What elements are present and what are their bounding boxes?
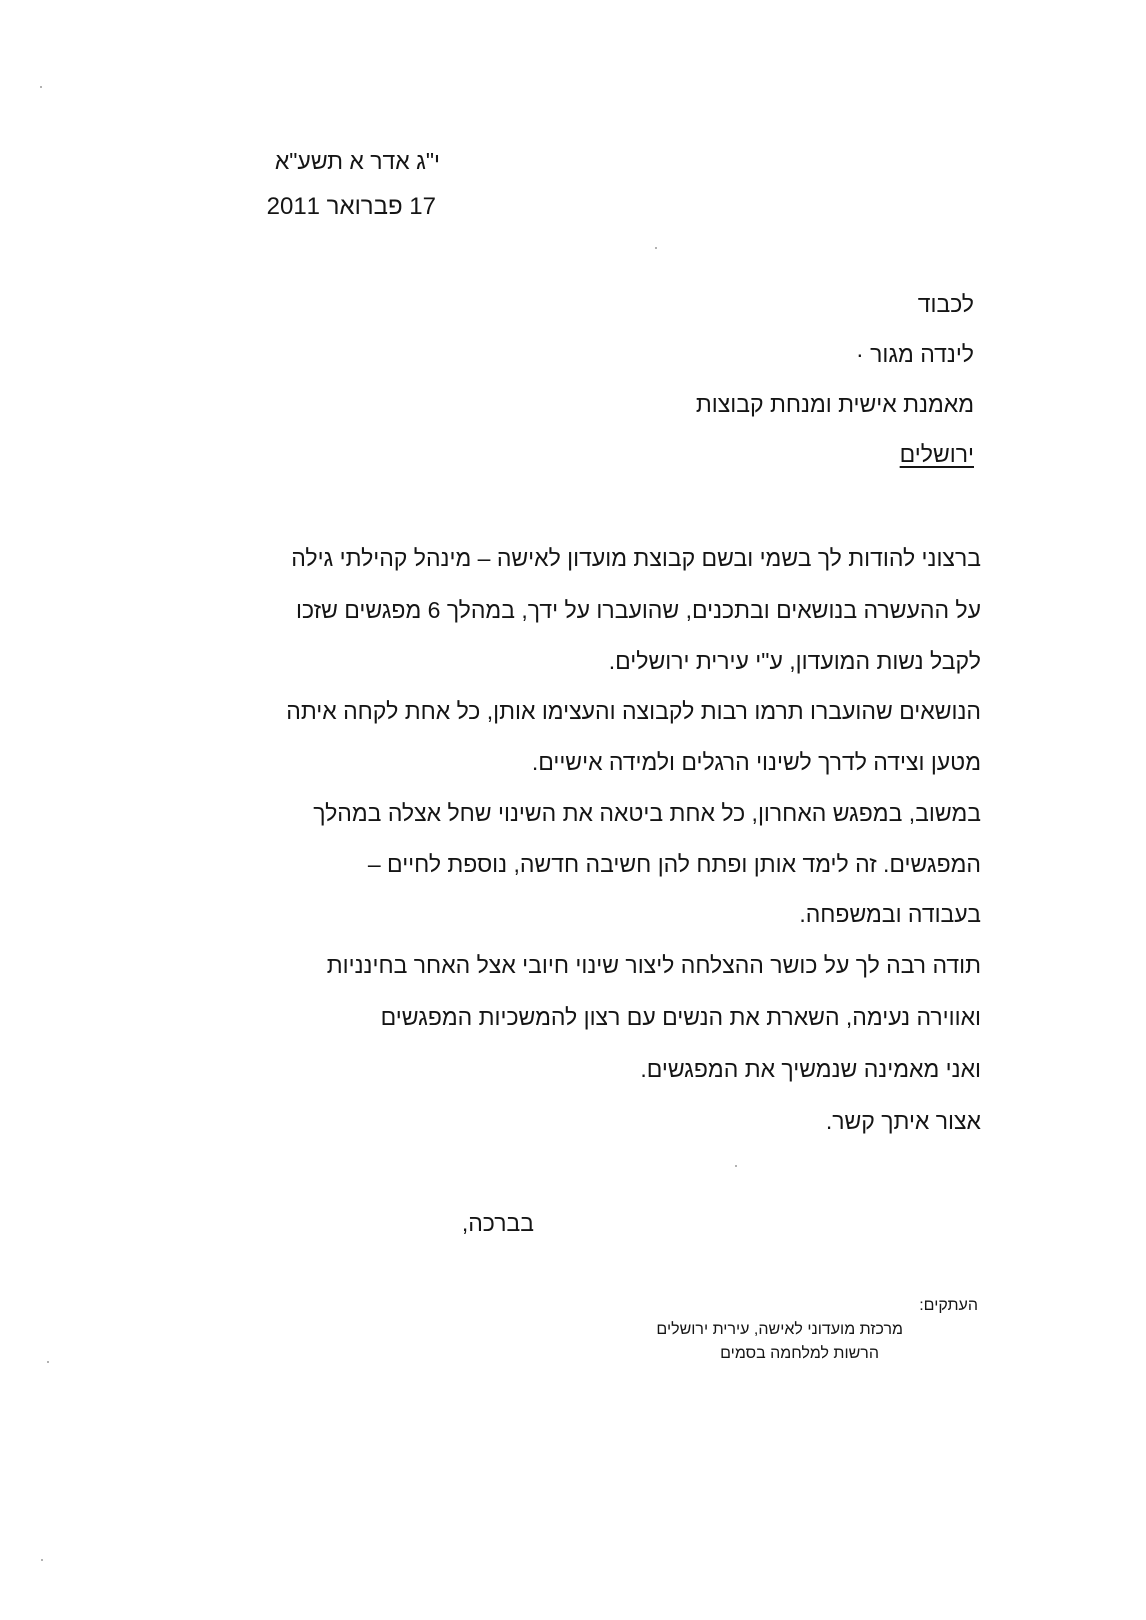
copies-item: הרשות למלחמה בסמים — [720, 1345, 879, 1362]
gregorian-date: 17 פברואר 2011 — [266, 193, 436, 220]
body-line: ואני מאמינה שנמשיך את המפגשים. — [640, 1056, 981, 1082]
body-line: במשוב, במפגש האחרון, כל אחת ביטאה את השינוי שחל אצלה במהלך — [313, 800, 981, 826]
body-line: על ההעשרה בנושאים ובתכנים, שהועברו על ידך, במהלך 6 מפגשים שזכו — [296, 597, 981, 623]
body-line: ואווירה נעימה, השארת את הנשים עם רצון להמשכיות המפגשים — [380, 1004, 981, 1030]
recipient-city: ירושלים — [899, 441, 974, 467]
body-line: בעבודה ובמשפחה. — [799, 901, 981, 927]
body-line: הנושאים שהועברו תרמו רבות לקבוצה והעצימו אותן, כל אחת לקחה איתה — [286, 698, 981, 724]
closing-greeting: בברכה, — [461, 1210, 534, 1236]
recipient-title: מאמנת אישית ומנחת קבוצות — [695, 391, 974, 417]
body-line: לקבל נשות המועדון, ע"י עירית ירושלים. — [608, 648, 981, 674]
copies-title: העתקים: — [919, 1297, 978, 1314]
hebrew-date: י"ג אדר א תשע"א — [274, 148, 440, 174]
recipient-name: לינדה מגור · — [856, 341, 974, 367]
recipient-salutation: לכבוד — [917, 291, 974, 317]
scan-speck — [40, 86, 42, 88]
scan-speck — [47, 1361, 49, 1363]
scan-speck — [41, 1559, 43, 1561]
scan-speck — [655, 247, 657, 249]
body-line: מטען וצידה לדרך לשינוי הרגלים ולמידה אישיים. — [531, 749, 981, 775]
scan-speck — [735, 1165, 737, 1167]
body-line: תודה רבה לך על כושר ההצלחה ליצור שינוי חיובי אצל האחר בחינניות — [326, 952, 981, 978]
copies-item: מרכזת מועדוני לאישה, עירית ירושלים — [656, 1321, 903, 1338]
body-line: המפגשים. זה לימד אותן ופתח להן חשיבה חדשה, נוספת לחיים – — [367, 851, 981, 877]
body-line: ברצוני להודות לך בשמי ובשם קבוצת מועדון לאישה – מינהל קהילתי גילה — [291, 545, 981, 571]
body-line: אצור איתך קשר. — [825, 1108, 981, 1134]
